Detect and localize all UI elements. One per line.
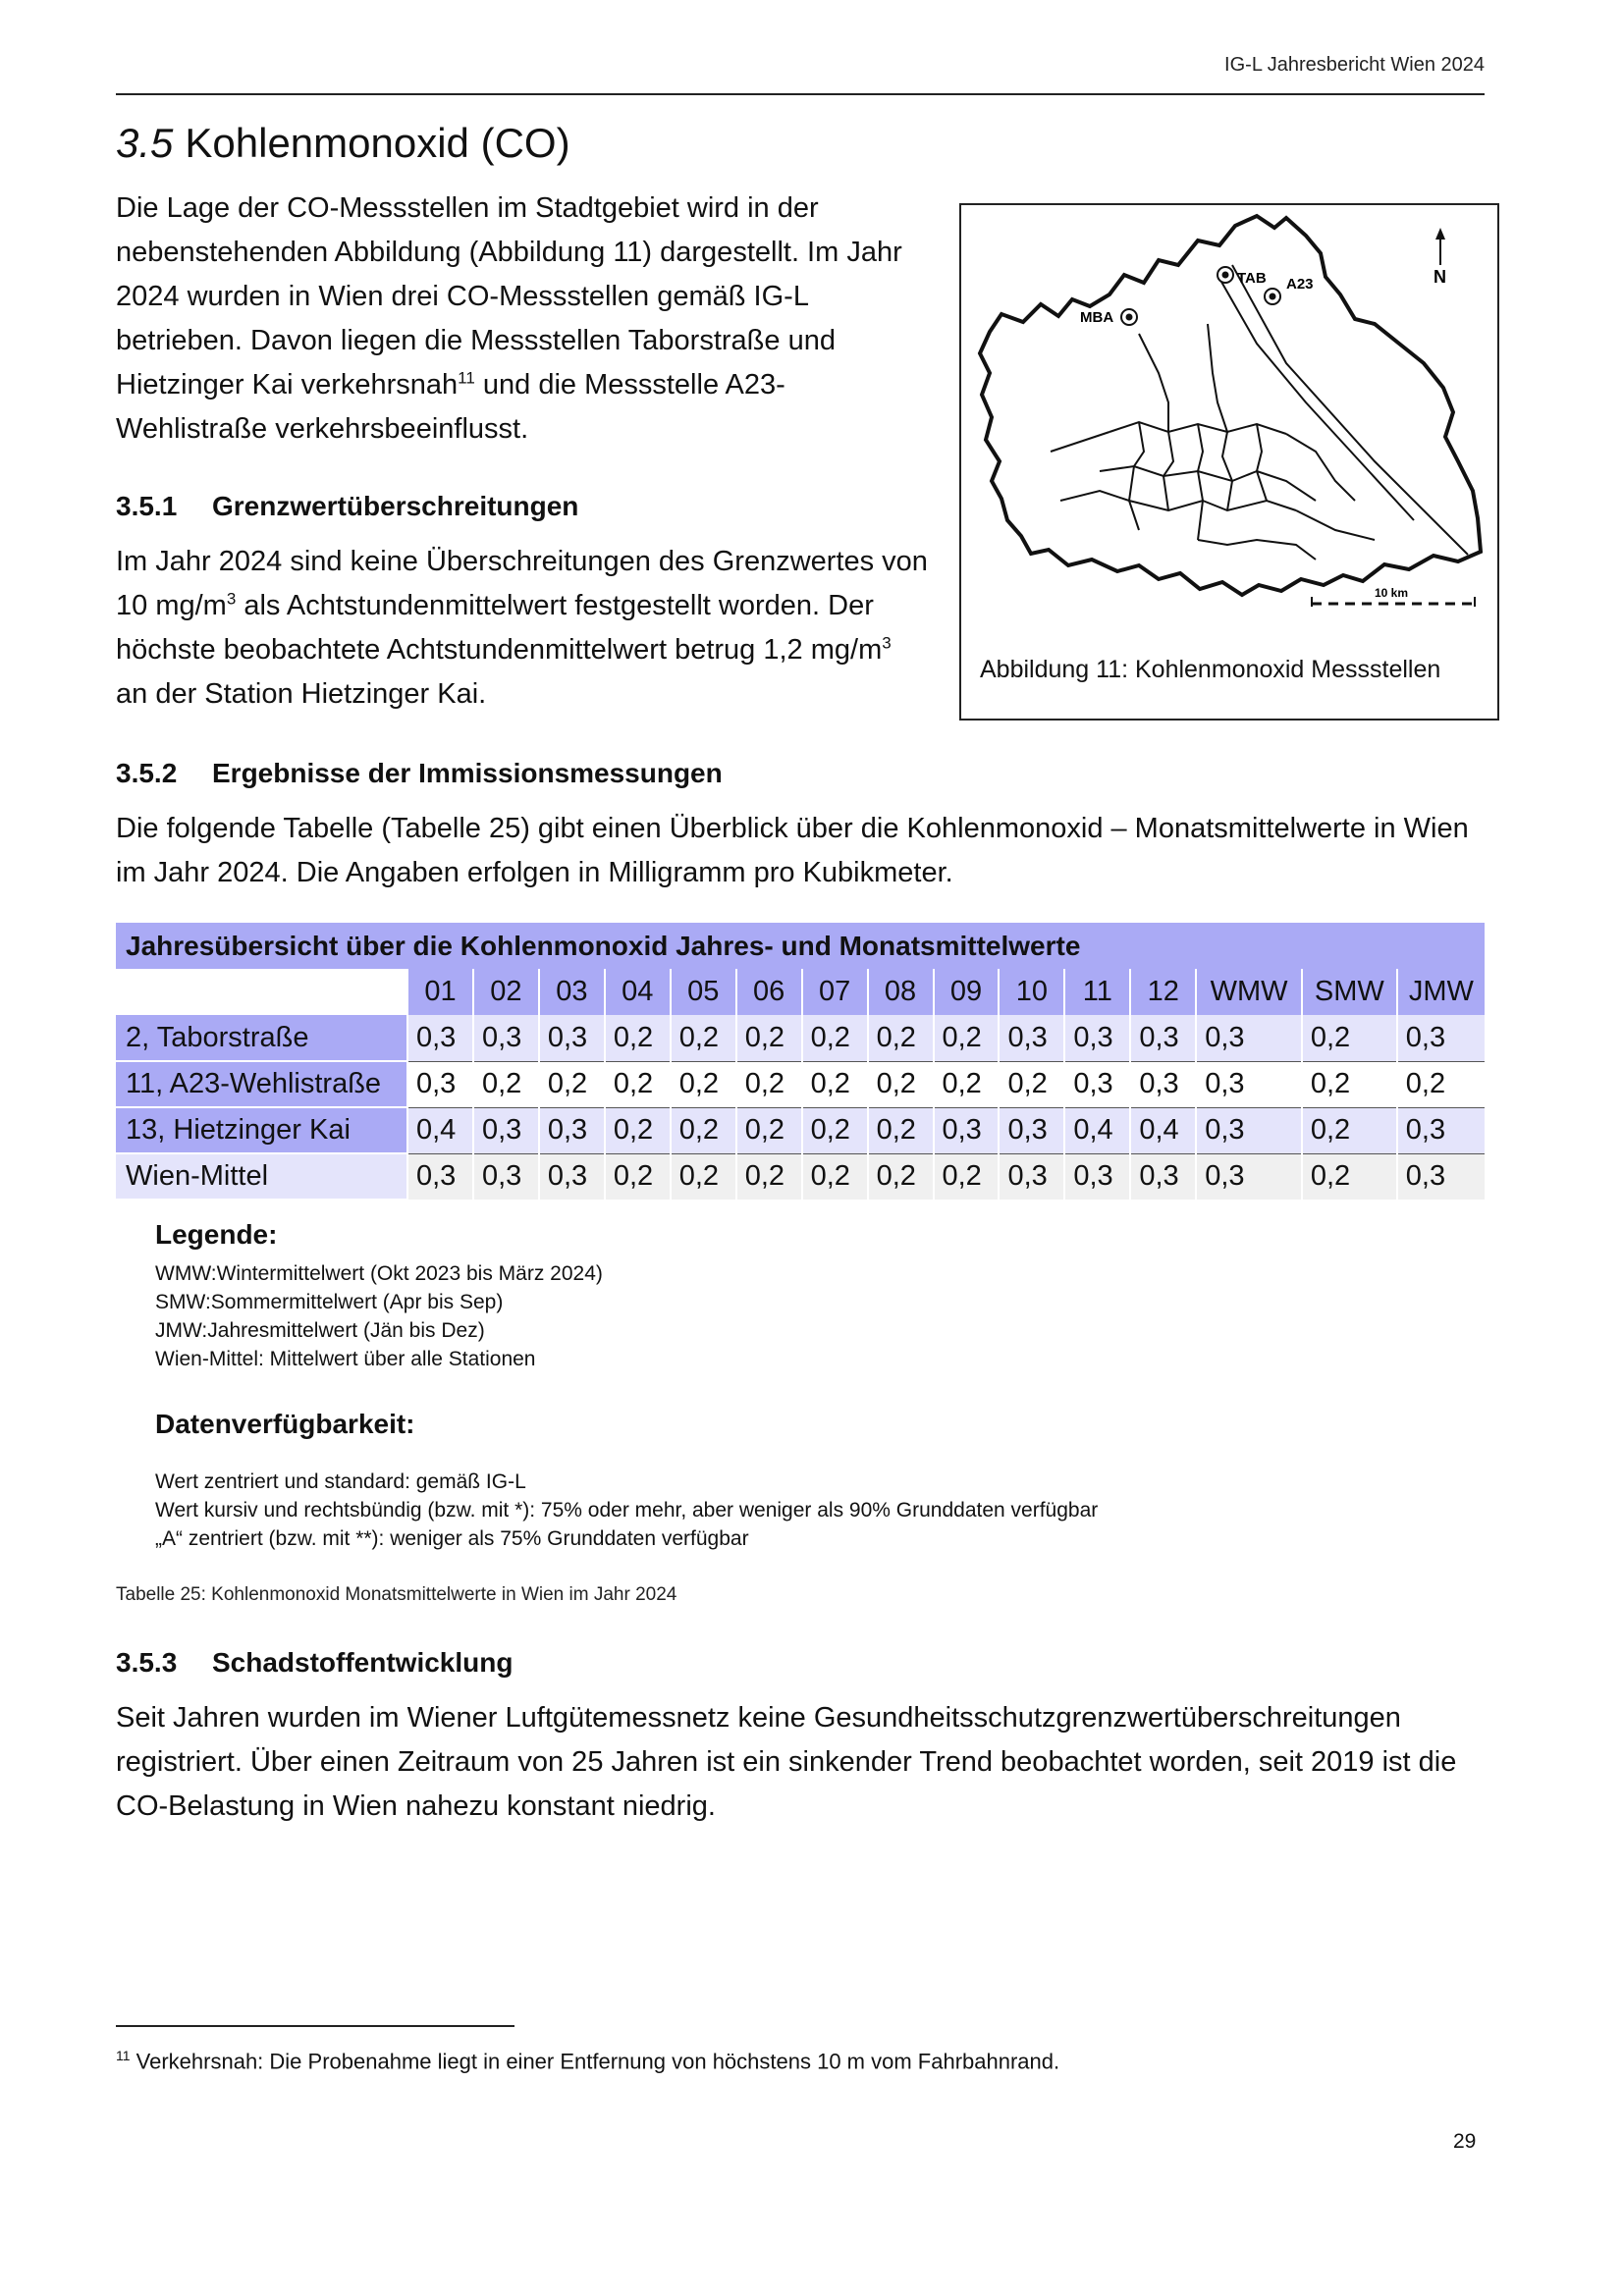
value-cell: 0,3 xyxy=(1397,1153,1485,1200)
value-cell: 0,3 xyxy=(407,1015,473,1061)
row-label: 2, Taborstraße xyxy=(116,1015,407,1061)
value-cell: 0,3 xyxy=(1196,1061,1302,1107)
results-paragraph xyxy=(116,807,1490,895)
value-cell: 0,3 xyxy=(1196,1015,1302,1061)
column-header: 09 xyxy=(934,969,1000,1015)
value-cell: 0,3 xyxy=(1196,1153,1302,1200)
column-header: JMW xyxy=(1397,969,1485,1015)
north-label: N xyxy=(1434,267,1446,287)
value-cell: 0,2 xyxy=(868,1153,934,1200)
row-label: 11, A23-Wehlistraße xyxy=(116,1061,407,1107)
value-cell: 0,3 xyxy=(1196,1107,1302,1153)
text-line: Seit Jahren wurden im Wiener Luftgütemessnetz keine Gesundheitsschutzgrenzwertüberschreitungen xyxy=(116,1702,1401,1734)
text-line: an der Station Hietzinger Kai. xyxy=(116,678,487,710)
value-cell: 0,2 xyxy=(934,1015,1000,1061)
value-cell: 0,3 xyxy=(539,1107,605,1153)
vienna-station-map xyxy=(962,206,1497,618)
value-cell: 0,2 xyxy=(736,1107,802,1153)
co-monthly-table xyxy=(116,923,1485,1201)
value-cell: 0,2 xyxy=(1302,1153,1397,1200)
subsection-heading: 3.5.3 Schadstoffentwicklung xyxy=(116,1647,514,1678)
value-cell: 0,2 xyxy=(605,1153,671,1200)
table-header-row xyxy=(116,969,1485,1015)
text-line: höchste beobachtete Achtstundenmittelwert betrug 1,2 $mg/m^3$ xyxy=(116,633,892,666)
value-cell: 0,3 xyxy=(1130,1061,1196,1107)
value-cell: 0,2 xyxy=(605,1015,671,1061)
value-cell: 0,3 xyxy=(473,1015,539,1061)
column-header: 07 xyxy=(802,969,868,1015)
legend-list xyxy=(155,1259,603,1373)
value-cell: 0,2 xyxy=(802,1153,868,1200)
legend-item: Wien-Mittel: Mittelwert über alle Stationen xyxy=(155,1348,536,1370)
exceedance-paragraph xyxy=(116,540,941,717)
value-cell: 0,2 xyxy=(868,1015,934,1061)
legend-item: WMW:Wintermittelwert (Okt 2023 bis März 2024) xyxy=(155,1262,603,1285)
scale-label: 10 km xyxy=(1375,586,1409,600)
column-header: 11 xyxy=(1064,969,1130,1015)
value-cell: 0,2 xyxy=(671,1061,736,1107)
value-cell: 0,2 xyxy=(802,1015,868,1061)
text-line: betrieben. Davon liegen die Messstellen Taborstraße und xyxy=(116,325,836,356)
footnote-rule xyxy=(116,2025,514,2027)
column-header: 04 xyxy=(605,969,671,1015)
column-header: SMW xyxy=(1302,969,1397,1015)
legend-item: SMW:Sommermittelwert (Apr bis Sep) xyxy=(155,1291,504,1313)
column-header: 10 xyxy=(999,969,1064,1015)
value-cell: 0,2 xyxy=(736,1061,802,1107)
section-title: Kohlenmonoxid (CO) xyxy=(185,120,570,166)
value-cell: 0,2 xyxy=(1302,1061,1397,1107)
running-header: IG-L Jahresbericht Wien 2024 xyxy=(1224,54,1485,76)
value-cell: 0,2 xyxy=(671,1015,736,1061)
value-cell: 0,2 xyxy=(736,1015,802,1061)
value-cell: 0,2 xyxy=(1302,1015,1397,1061)
legend-item: JMW:Jahresmittelwert (Jän bis Dez) xyxy=(155,1319,485,1342)
text-line: registriert. Über einen Zeitraum von 25 Jahren ist ein sinkender Trend beobachtet worden, seit 2019 ist die xyxy=(116,1746,1457,1778)
availability-item: Wert zentriert und standard: gemäß IG-L xyxy=(155,1470,526,1493)
column-header: 02 xyxy=(473,969,539,1015)
availability-item: Wert kursiv und rechtsbündig (bzw. mit *): 75% oder mehr, aber weniger als 90% Grunddaten verfügbar xyxy=(155,1499,1099,1522)
table-title: Jahresübersicht über die Kohlenmonoxid Jahres- und Monatsmittelwerte xyxy=(116,923,1485,969)
text-line: 2024 wurden in Wien drei CO-Messstellen gemäß IG-L xyxy=(116,281,809,312)
text-line: 10 $mg/m^3$ als Achtstundenmittelwert festgestellt worden. Der xyxy=(116,589,874,621)
table-caption: Tabelle 25: Kohlenmonoxid Monatsmittelwerte in Wien im Jahr 2024 xyxy=(116,1584,677,1605)
value-cell: 0,2 xyxy=(605,1061,671,1107)
table-row xyxy=(116,1061,1485,1107)
subsection-heading: 3.5.1 Grenzwertüberschreitungen xyxy=(116,491,579,521)
value-cell: 0,2 xyxy=(999,1061,1064,1107)
value-cell: 0,3 xyxy=(934,1107,1000,1153)
column-header: 08 xyxy=(868,969,934,1015)
value-cell: 0,3 xyxy=(1397,1107,1485,1153)
value-cell: 0,3 xyxy=(1064,1061,1130,1107)
value-cell: 0,3 xyxy=(999,1015,1064,1061)
legend-title: Legende: xyxy=(155,1219,278,1250)
value-cell: 0,3 xyxy=(539,1153,605,1200)
table-row xyxy=(116,1153,1485,1200)
availability-item: „A“ zentriert (bzw. mit **): weniger als 75% Grunddaten verfügbar xyxy=(155,1527,749,1550)
value-cell: 0,2 xyxy=(1397,1061,1485,1107)
header-empty-cell xyxy=(116,969,407,1015)
value-cell: 0,2 xyxy=(473,1061,539,1107)
value-cell: 0,2 xyxy=(802,1061,868,1107)
value-cell: 0,3 xyxy=(1064,1153,1130,1200)
column-header: 01 xyxy=(407,969,473,1015)
availability-list xyxy=(155,1468,1098,1553)
value-cell: 0,3 xyxy=(999,1107,1064,1153)
column-header: 05 xyxy=(671,969,736,1015)
text-line: im Jahr 2024. Die Angaben erfolgen in Milligramm pro Kubikmeter. xyxy=(116,857,953,888)
table-row xyxy=(116,1107,1485,1153)
value-cell: 0,2 xyxy=(934,1061,1000,1107)
value-cell: 0,3 xyxy=(999,1153,1064,1200)
section-number: 3.5 xyxy=(116,120,174,166)
value-cell: 0,3 xyxy=(407,1153,473,1200)
station-tab-label: TAB xyxy=(1237,270,1267,287)
value-cell: 0,3 xyxy=(539,1015,605,1061)
value-cell: 0,2 xyxy=(868,1061,934,1107)
column-header: 03 xyxy=(539,969,605,1015)
value-cell: 0,2 xyxy=(539,1061,605,1107)
value-cell: 0,2 xyxy=(605,1107,671,1153)
value-cell: 0,2 xyxy=(736,1153,802,1200)
text-line: Hietzinger Kai verkehrsnah$^{11}$ und die Messstelle A23- xyxy=(116,368,785,400)
text-line: Im Jahr 2024 sind keine Überschreitungen des Grenzwertes von xyxy=(116,546,928,577)
value-cell: 0,2 xyxy=(868,1107,934,1153)
row-label: Wien-Mittel xyxy=(116,1153,407,1200)
footnote-number: 11 xyxy=(116,2048,131,2063)
text-line: CO-Belastung in Wien nahezu konstant niedrig. xyxy=(116,1790,716,1822)
text-line: nebenstehenden Abbildung (Abbildung 11) dargestellt. Im Jahr xyxy=(116,237,902,268)
value-cell: 0,2 xyxy=(671,1153,736,1200)
availability-title: Datenverfügbarkeit: xyxy=(155,1409,415,1439)
subsection-heading: 3.5.2 Ergebnisse der Immissionsmessungen xyxy=(116,758,723,788)
column-header: WMW xyxy=(1196,969,1302,1015)
header-rule xyxy=(116,93,1485,95)
value-cell: 0,2 xyxy=(1302,1107,1397,1153)
footnote-ref[interactable]: 11 xyxy=(458,368,475,388)
value-cell: 0,2 xyxy=(802,1107,868,1153)
section-heading xyxy=(116,120,570,167)
value-cell: 0,3 xyxy=(473,1153,539,1200)
value-cell: 0,4 xyxy=(407,1107,473,1153)
value-cell: 0,3 xyxy=(1064,1015,1130,1061)
value-cell: 0,4 xyxy=(1130,1107,1196,1153)
station-a23-label: A23 xyxy=(1286,276,1314,293)
text-line: Wehlistraße verkehrsbeeinflusst. xyxy=(116,413,529,445)
figure-caption: Abbildung 11: Kohlenmonoxid Messstellen xyxy=(980,656,1441,683)
station-mba-label: MBA xyxy=(1080,309,1114,326)
row-label: 13, Hietzinger Kai xyxy=(116,1107,407,1153)
trend-paragraph xyxy=(116,1696,1490,1829)
page-number: 29 xyxy=(1453,2130,1477,2153)
value-cell: 0,3 xyxy=(407,1061,473,1107)
column-header: 12 xyxy=(1130,969,1196,1015)
value-cell: 0,2 xyxy=(934,1153,1000,1200)
footnote-text: Verkehrsnah: Die Probenahme liegt in einer Entfernung von höchstens 10 m vom Fahrbahnrand. xyxy=(130,2049,1060,2074)
value-cell: 0,4 xyxy=(1064,1107,1130,1153)
value-cell: 0,3 xyxy=(1130,1153,1196,1200)
value-cell: 0,3 xyxy=(473,1107,539,1153)
text-line: Die folgende Tabelle (Tabelle 25) gibt einen Überblick über die Kohlenmonoxid – Monatsmittelwerte in Wien xyxy=(116,813,1469,844)
value-cell: 0,2 xyxy=(671,1107,736,1153)
footnote xyxy=(116,2048,1059,2074)
text-line: Die Lage der CO-Messstellen im Stadtgebiet wird in der xyxy=(116,192,819,224)
column-header: 06 xyxy=(736,969,802,1015)
intro-paragraph xyxy=(116,187,941,452)
table-row xyxy=(116,1015,1485,1061)
value-cell: 0,3 xyxy=(1130,1015,1196,1061)
value-cell: 0,3 xyxy=(1397,1015,1485,1061)
